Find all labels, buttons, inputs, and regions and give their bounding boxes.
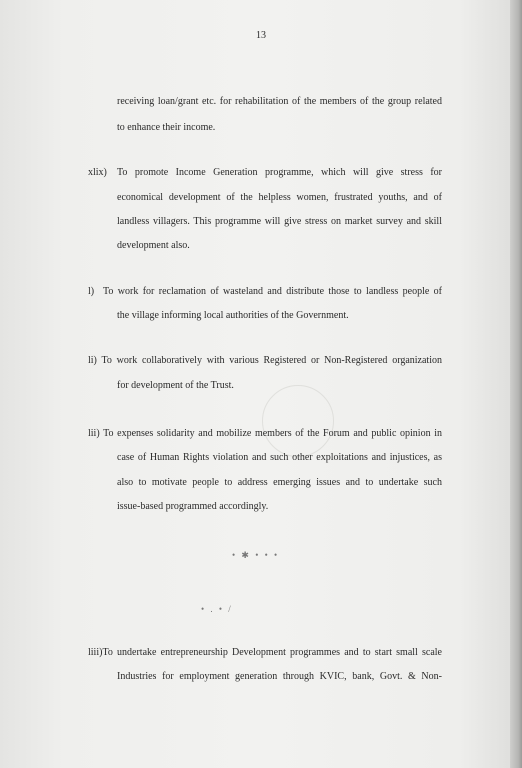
item-xlix-line-1: To promote Income Generation programme, which will give stress for [117, 167, 442, 178]
page-edge-shadow [510, 0, 522, 768]
item-lii-line-2: case of Human Rights violation and such other exploitations and injustices, as [117, 452, 442, 463]
item-liii-line-1: liii)To undertake entrepreneurship Development programmes and to start small scale [88, 647, 442, 658]
item-li-line-1: li) To work collaboratively with various Registered or Non-Registered organization [88, 355, 442, 366]
page-number: 13 [256, 30, 266, 41]
item-l-marker: l) [88, 286, 95, 297]
para-1-line-1: receiving loan/grant etc. for rehabilitation of the members of the group related [117, 96, 442, 107]
item-lii-line-1: lii) To expenses solidarity and mobilize members of the Forum and public opinion in [88, 428, 442, 439]
item-xlix-line-3: landless villagers. This programme will give stress on market survey and skill [117, 216, 442, 227]
item-li-line-2: for development of the Trust. [117, 380, 234, 391]
para-1-line-2: to enhance their income. [117, 122, 216, 133]
item-xlix-line-4: development also. [117, 240, 190, 251]
item-liii-line-2: Industries for employment generation through KVIC, bank, Govt. & Non- [117, 671, 442, 682]
item-lii-line-4: issue-based programmed accordingly. [117, 501, 269, 512]
item-lii-line-3: also to motivate people to address emerging issues and to undertake such [117, 477, 442, 488]
scanner-dots-2: • . • / [201, 604, 233, 614]
item-xlix-marker: xlix) [88, 167, 107, 178]
scanner-dots-1: • ✱ • • • [232, 550, 280, 560]
item-l-line-2: the village informing local authorities of the Government. [117, 310, 349, 321]
faint-seal [262, 385, 334, 457]
item-l-line-1: To work for reclamation of wasteland and distribute those to landless people of [103, 286, 442, 297]
item-xlix-line-2: economical development of the helpless women, frustrated youths, and of [117, 192, 442, 203]
